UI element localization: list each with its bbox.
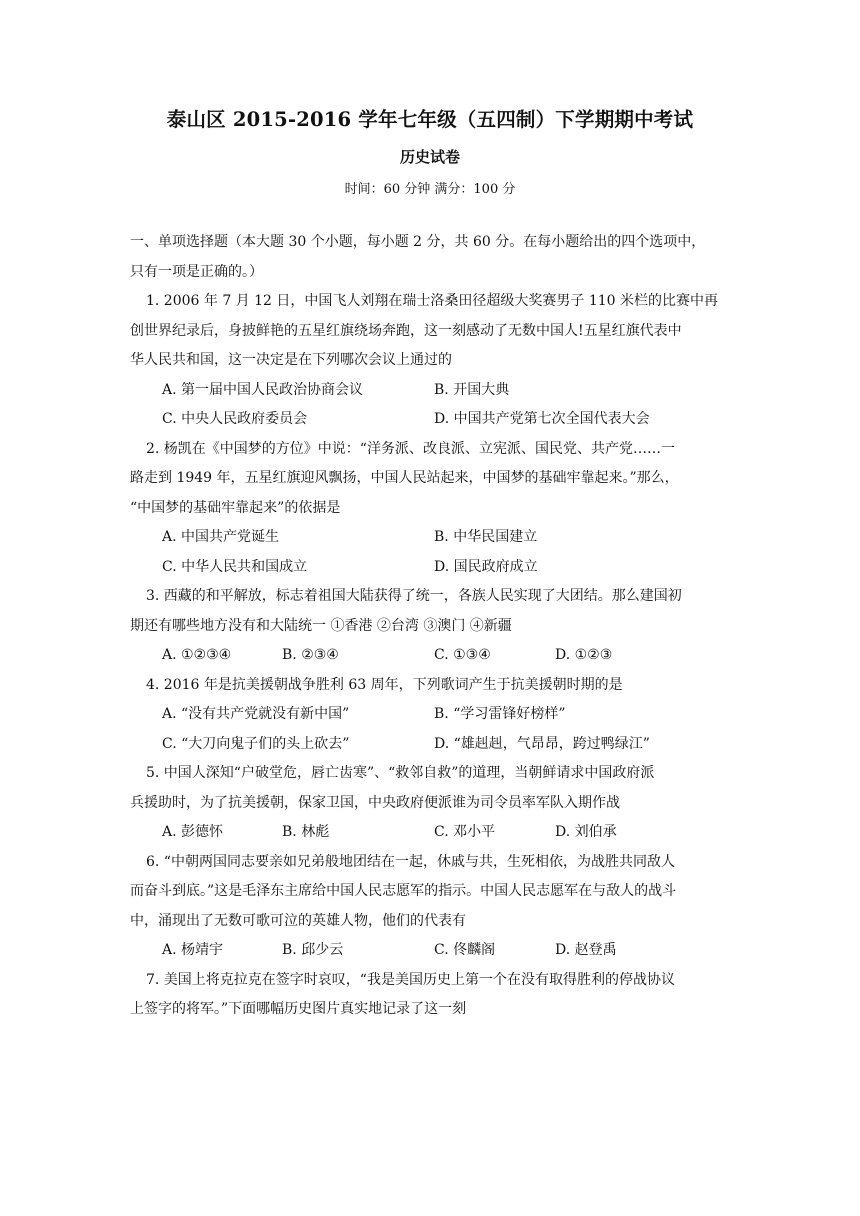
question-2-text: 路走到 1949 年，五星红旗迎风飘扬，中国人民站起来，中国梦的基础牢靠起来。”那么， <box>130 470 679 486</box>
question-6-text: 中，涌现出了无数可歌可泣的英雄人物，他们的代表有 <box>130 913 466 929</box>
question-6-option-b: B. 邱少云 <box>282 942 344 958</box>
question-2-text: 2. 杨凯在《中国梦的方位》中说：“洋务派、改良派、立宪派、国民党、共产党……一 <box>146 441 675 457</box>
question-1-option-b: B. 开国大典 <box>434 382 510 398</box>
question-2-option-a: A. 中国共产党诞生 <box>162 529 280 545</box>
question-3-option-d: D. ①②③ <box>555 647 613 663</box>
exam-title: 泰山区 2015-2016 学年七年级（五四制）下学期期中考试 <box>166 108 694 131</box>
question-4-text: 4. 2016 年是抗美援朝战争胜利 63 周年，下列歌词产生于抗美援朝时期的是 <box>146 677 623 693</box>
question-3-text: 期还有哪些地方没有和大陆统一 ①香港 ②台湾 ③澳门 ④新疆 <box>130 618 512 634</box>
exam-subject: 历史试卷 <box>399 148 460 166</box>
question-6-option-a: A. 杨靖宇 <box>162 942 224 958</box>
question-3-option-a: A. ①②③④ <box>162 647 232 663</box>
question-1-text: 创世界纪录后，身披鲜艳的五星红旗绕场奔跑，这一刻感动了无数中国人!五星红旗代表中 <box>130 323 682 339</box>
section-instruction: 一、单项选择题（本大题 30 个小题，每小题 2 分，共 60 分。在每小题给出的四个选项中， <box>130 234 706 250</box>
question-7-text: 7. 美国上将克拉克在签字时哀叹，“我是美国历史上第一个在没有取得胜利的停战协议 <box>146 972 675 988</box>
question-4-option-b: B. “学习雷锋好榜样” <box>434 706 566 722</box>
question-2-option-c: C. 中华人民共和国成立 <box>162 559 308 575</box>
exam-time-score: 时间：60 分钟 满分：100 分 <box>344 182 516 197</box>
question-7-text: 上签字的将军。”下面哪幅历史图片真实地记录了这一刻 <box>130 1001 467 1017</box>
question-5-text: 5. 中国人深知“户破堂危，唇亡齿寒”、“救邻自救”的道理，当朝鲜请求中国政府派 <box>146 765 655 781</box>
question-1-option-a: A. 第一届中国人民政治协商会议 <box>162 382 364 398</box>
question-6-option-c: C. 佟麟阁 <box>434 942 496 958</box>
question-5-text: 兵援助时，为了抗美援朝，保家卫国，中央政府便派谁为司令员率军队入期作战 <box>130 795 620 811</box>
question-6-option-d: D. 赵登禹 <box>555 942 617 958</box>
question-6-text: 而奋斗到底。”这是毛泽东主席给中国人民志愿军的指示。中国人民志愿军在与敌人的战斗 <box>130 883 677 899</box>
question-3-text: 3. 西藏的和平解放，标志着祖国大陆获得了统一，各族人民实现了大团结。那么建国初 <box>146 588 682 604</box>
question-6-text: 6. “中朝两国同志要亲如兄弟般地团结在一起，休戚与共，生死相依，为战胜共同敌人 <box>146 854 675 870</box>
question-4-option-c: C. “大刀向鬼子们的头上砍去” <box>162 736 350 752</box>
question-3-option-c: C. ①③④ <box>434 647 491 663</box>
question-4-option-d: D. “雄赳赳，气昂昂，跨过鸭绿江” <box>434 736 650 752</box>
question-1-option-d: D. 中国共产党第七次全国代表大会 <box>434 411 650 427</box>
question-2-option-d: D. 国民政府成立 <box>434 559 538 575</box>
question-5-option-c: C. 邓小平 <box>434 824 496 840</box>
question-2-text: “中国梦的基础牢靠起来”的依据是 <box>130 500 341 516</box>
section-instruction: 只有一项是正确的。） <box>130 264 263 280</box>
question-1-option-c: C. 中央人民政府委员会 <box>162 411 308 427</box>
question-5-option-b: B. 林彪 <box>282 824 330 840</box>
question-5-option-a: A. 彭德怀 <box>162 824 224 840</box>
question-1-text: 1. 2006 年 7 月 12 日，中国飞人刘翔在瑞士洛桑田径超级大奖赛男子 110 米栏的比赛中再 <box>146 293 719 309</box>
question-5-option-d: D. 刘伯承 <box>555 824 617 840</box>
question-1-text: 华人民共和国，这一决定是在下列哪次会议上通过的 <box>130 352 452 368</box>
question-4-option-a: A. “没有共产党就没有新中国” <box>162 706 350 722</box>
question-2-option-b: B. 中华民国建立 <box>434 529 538 545</box>
question-3-option-b: B. ②③④ <box>282 647 339 663</box>
